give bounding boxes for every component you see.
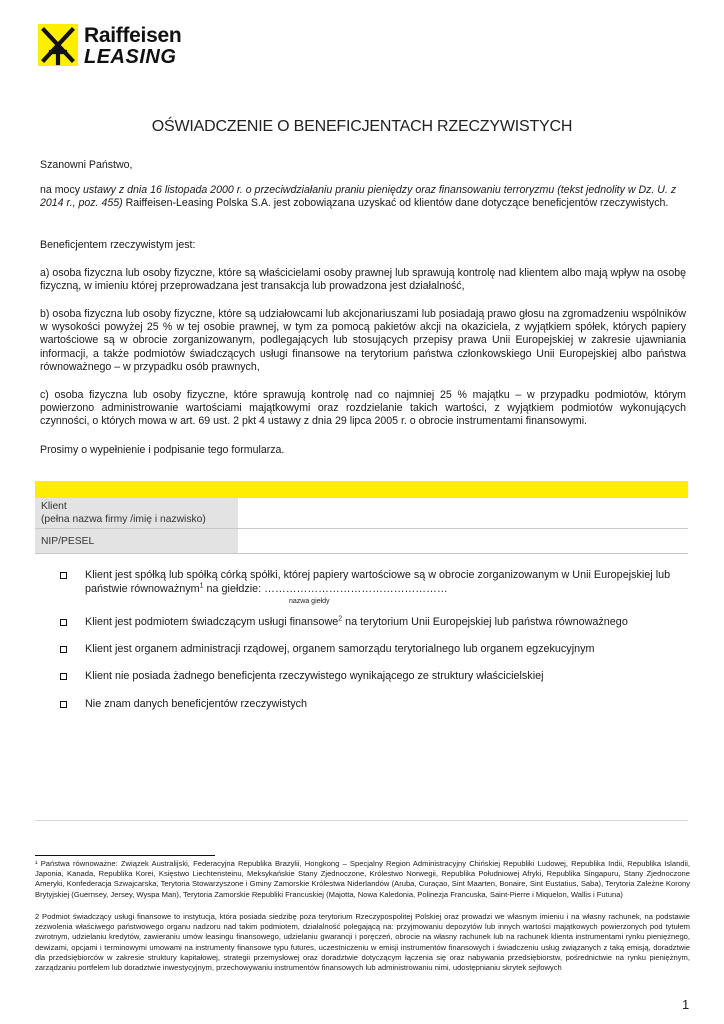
nip-pesel-field[interactable] bbox=[238, 529, 688, 554]
option-financial-services-text bbox=[85, 616, 690, 630]
footnote-rule bbox=[35, 855, 215, 856]
beneficiary-heading: Beneficjentem rzeczywistym jest: bbox=[40, 239, 196, 251]
raiffeisen-gable-cross-logo-icon bbox=[38, 24, 78, 66]
request-text: Prosimy o wypełnienie i podpisanie tego formularza. bbox=[40, 444, 285, 456]
option-financial-services-label: Klient jest podmiotem świadczącym usługi finansowe bbox=[85, 616, 339, 628]
definition-c: c) osoba fizyczna lub osoby fizyczne, które sprawują kontrolę nad co najmniej 25 % majątku – w przypadku podmiotów, którym powierzono administrowanie wartościami majątkowymi oraz rozdzielanie takich wartości, z wyjątkiem podmiotów wykonujących czynności, o których mowa w art. 69 ust. 2 pkt 4 ustawy z dnia 29 lipca 2005 r. o obrocie instrumentami finansowymi. bbox=[40, 389, 686, 428]
exchange-name-sublabel: nazwa giełdy bbox=[289, 598, 330, 605]
footnote-1: ¹ Państwa równoważne: Związek Australijski, Federacyjna Republika Brazylii, Hongkong – Specjalny Region Administracyjny Chińskiej Republiki Ludowej, Republika Indii, Republika Islandii, Japonia, Kanada, Republika Korei, Księstwo Liechtensteinu, Meksykańskie Stany Zjednoczone, Królestwo Norwegii, Republika Południowej Afryki, Republika Singapuru, Stany Zjednoczone Ameryki, Konfederacja Szwajcarska, Terytoria Stowarzyszone i Gminy Zamorskie Królestwa Niderlandów (Aruba, Curaçao, Sint Maarten, Bonaire, Sint Eustatius, Saba), Terytoria Zależne Korony Brytyjskiej (Guernsey, Jersey, Wyspa Man), Terytoria Zamorskie Republiki Francuskiej (Majotta, Nowa Kaledonia, Polinezja Francuska, Saint-Pierre i Miquelon, Wallis i Futuna) bbox=[35, 859, 690, 899]
definition-a: a) osoba fizyczna lub osoby fizyczne, które są właścicielami osoby prawnej lub sprawują kontrolę nad klientem albo mają wpływ na osobę fizyczną, w imieniu której przeprowadzana jest transakcja lub prowadzona jest działalność, bbox=[40, 267, 686, 293]
checkbox-listed-company[interactable] bbox=[60, 572, 67, 579]
form-header-band bbox=[35, 481, 688, 498]
document-title: OŚWIADCZENIE O BENEFICJENTACH RZECZYWISTYCH bbox=[151, 118, 573, 135]
logo-text-leasing: LEASING bbox=[84, 46, 177, 68]
intro-post: Raiffeisen-Leasing Polska S.A. jest zobowiązana uzyskać od klientów dane dotyczące beneficjentów rzeczywistych. bbox=[122, 197, 669, 210]
option-no-beneficiary-label: Klient nie posiada żadnego beneficjenta rzeczywistego wynikającego ze struktury właścicielskiej bbox=[85, 670, 544, 682]
greeting: Szanowni Państwo, bbox=[40, 159, 133, 171]
option-listed-company-label: Klient jest spółką lub spółką córką spółki, której papiery wartościowe są w obrocie zorganizowanym w Unii Europejskiej lub państwie równoważnym bbox=[85, 569, 671, 595]
definition-b: b) osoba fizyczna lub osoby fizyczne, które są udziałowcami lub akcjonariuszami lub posiadają prawo głosu na zgromadzeniu wspólników w wysokości powyżej 25 % w tej osobie prawnej, w tym za pomocą pakietów akcji na okaziciela, z wyjątkiem spółek, których papiery wartościowe są w obrocie zorganizowanym, podlegających lub stosujących przepisy prawa Unii Europejskiej w zakresie ujawniania informacji, a także podmiotów świadczących usługi finansowe na terytorium państwa członkowskiego Unii Europejskiej albo państwa równoważnego – w przypadku osób prawnych, bbox=[40, 308, 686, 373]
option-unknown-beneficiary-label: Nie znam danych beneficjentów rzeczywistych bbox=[85, 698, 308, 710]
footnote-ref-1: 1 bbox=[199, 581, 204, 589]
checkbox-unknown-beneficiary[interactable] bbox=[60, 701, 67, 708]
intro-pre: na mocy bbox=[40, 184, 83, 196]
footnote-2: 2 Podmiot świadczący usługi finansowe to instytucja, która posiada siedzibę poza terytorium Rzeczypospolitej Polskiej oraz prowadzi we własnym imieniu i na własny rachunek, na podstawie zezwolenia właściwego państwowego organu nadzoru nad takim podmiotem, działalność polegającą na: przyjmowaniu depozytów lub innych wartości majątkowych powierzonych pod tytułem zwrotnym, udzielaniu kredytów, zawieraniu umów leasingu finansowego, udzielaniu gwarancji i poręczeń, obrocie na własny rachunek lub na rachunek klienta instrumentami rynku pieniężnego, dewizami, opcjami i terminowymi umowami na instrumenty finansowe typu futures, uczestniczeniu w emisji instrumentów finansowych i świadczeniu usług związanych z taką emisją, doradztwie dla przedsiębiorców w zakresie struktury kapitałowej, strategii przemysłowej oraz doradztwie dotyczącym łączenia się oraz nabywania przedsiębiorstw, pośrednictwie na rynku pieniężnym, zarządzaniu portfelem lub doradztwie inwestycyjnym, przechowywaniu instrumentów finansowych lub administrowaniu nimi, udostępnianiu skrytek sejfowych bbox=[35, 912, 690, 973]
client-label-line1: Klient bbox=[41, 501, 67, 512]
nip-row bbox=[35, 529, 688, 554]
nip-label: NIP/PESEL bbox=[35, 529, 238, 554]
intro-law-reference: ustawy z dnia 16 listopada 2000 r. o przeciwdziałaniu praniu pieniędzy oraz finansowaniu terroryzmu (tekst jednolity w Dz. U. z 2014 r., poz. 455) bbox=[40, 184, 677, 210]
logo-text-raiffeisen: Raiffeisen bbox=[84, 24, 182, 47]
intro-paragraph bbox=[40, 184, 686, 210]
option-public-authority-label: Klient jest organem administracji rządowej, organem samorządu terytorialnego lub organem egzekucyjnym bbox=[85, 643, 595, 655]
checkbox-financial-services[interactable] bbox=[60, 619, 67, 626]
option-listed-company-text bbox=[85, 569, 690, 596]
raiffeisen-leasing-logo bbox=[38, 24, 208, 70]
exchange-name-line: na giełdzie: …………………………………………… bbox=[203, 582, 448, 595]
checkbox-public-authority[interactable] bbox=[60, 646, 67, 653]
section-divider bbox=[35, 820, 688, 821]
client-row bbox=[35, 498, 688, 529]
footnote-ref-2: 2 bbox=[338, 615, 343, 623]
checkbox-no-beneficiary[interactable] bbox=[60, 673, 67, 680]
client-form-table bbox=[35, 498, 688, 554]
option-financial-services-label-end: na terytorium Unii Europejskiej lub państwa równoważnego bbox=[342, 616, 628, 628]
client-label-line2: (pełna nazwa firmy /imię i nazwisko) bbox=[41, 514, 206, 525]
client-name-field[interactable] bbox=[238, 498, 688, 529]
client-label bbox=[35, 498, 238, 529]
page-number: 1 bbox=[682, 997, 690, 1012]
